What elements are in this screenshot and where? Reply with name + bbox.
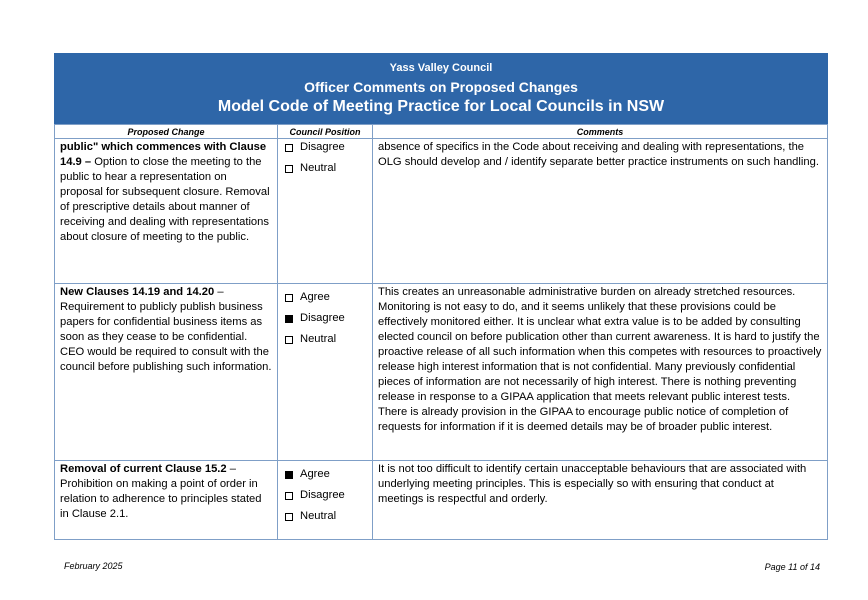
column-header-comments: Comments: [373, 125, 828, 139]
proposed-change-heading: public" which commences with Clause 14.9 –: [60, 141, 267, 168]
option-neutral[interactable]: [285, 332, 367, 347]
council-position-cell: [278, 139, 373, 284]
checkbox-filled-icon[interactable]: [285, 471, 293, 479]
column-header-council-position: Council Position: [278, 125, 373, 139]
option-label: Neutral: [300, 333, 337, 345]
comment-cell: This creates an unreasonable administrative burden on already stretched resources. Monitoring is not easy to do, and it seems unlikely that these provisions could be effectively monitored either. It is unclear what extra value is to be added by consulting elected council on before publication other than current awareness. It is hard to justify the proactive release of all such information when this competes with resources to proactively release high interest information that is not confidential. Many previously confidential pieces of information are not necessarily of high interest. There is nothing preventing release in response to a GIPAA application that meets relevant public interest tests. There is already provision in the GIPAA to encourage public notice of completion of requests for information if it is deemed details may be of broader public interest.: [373, 284, 828, 461]
comments-table: [54, 124, 828, 540]
option-label: Disagree: [300, 312, 345, 324]
option-agree[interactable]: [285, 290, 367, 305]
comment-cell: It is not too difficult to identify certain unacceptable behaviours that are associated with underlying meeting principles. This is especially so with ensuring that conduct at meetings is respectful and orderly.: [373, 461, 828, 540]
column-header-proposed-change: Proposed Change: [55, 125, 278, 139]
proposed-change-cell: [55, 284, 278, 461]
comment-cell: absence of specifics in the Code about receiving and dealing with representations, the OLG should develop and / identify separate better practice instruments on such handling.: [373, 139, 828, 284]
option-label: Agree: [300, 291, 330, 303]
table-row: [55, 139, 828, 284]
footer-page-number: Page 11 of 14: [764, 562, 820, 572]
proposed-change-cell: [55, 461, 278, 540]
option-disagree[interactable]: [285, 140, 367, 155]
checkbox-empty-icon[interactable]: [285, 294, 293, 302]
option-label: Neutral: [300, 162, 337, 174]
option-neutral[interactable]: [285, 509, 367, 524]
header-banner: [54, 53, 828, 124]
option-label: Disagree: [300, 489, 345, 501]
table-row: [55, 461, 828, 540]
checkbox-empty-icon[interactable]: [285, 144, 293, 152]
option-disagree[interactable]: [285, 311, 367, 326]
option-disagree[interactable]: [285, 488, 367, 503]
council-position-cell: [278, 284, 373, 461]
option-neutral[interactable]: [285, 161, 367, 176]
option-label: Agree: [300, 468, 330, 480]
proposed-change-cell: [55, 139, 278, 284]
option-label: Disagree: [300, 141, 345, 153]
table-header-row: [55, 125, 828, 139]
checkbox-empty-icon[interactable]: [285, 492, 293, 500]
footer-date: February 2025: [64, 561, 123, 571]
proposed-change-text: Option to close the meeting to the public to hear a representation on proposal for subsequent closure. Removal of prescriptive details about manner of receiving and dealing with representations about closure of meeting to the public.: [60, 156, 270, 243]
document-subtitle: Officer Comments on Proposed Changes: [304, 79, 578, 95]
document-title: Model Code of Meeting Practice for Local Councils in NSW: [217, 98, 665, 115]
proposed-change-heading: New Clauses 14.19 and 14.20: [60, 286, 215, 298]
organisation-name: Yass Valley Council: [389, 62, 493, 74]
proposed-change-text: – Requirement to publicly publish business papers for confidential business items as soon as they cease to be confidential. CEO would be required to consult with the council before publishing such information.: [60, 286, 272, 373]
option-agree[interactable]: [285, 467, 367, 482]
council-position-cell: [278, 461, 373, 540]
table-row: [55, 284, 828, 461]
proposed-change-heading: Removal of current Clause 15.2: [60, 463, 227, 475]
checkbox-empty-icon[interactable]: [285, 165, 293, 173]
proposed-change-text: – Prohibition on making a point of order in relation to adherence to principles stated in Clause 2.1.: [60, 463, 262, 520]
option-label: Neutral: [300, 510, 337, 522]
checkbox-empty-icon[interactable]: [285, 336, 293, 344]
checkbox-filled-icon[interactable]: [285, 315, 293, 323]
checkbox-empty-icon[interactable]: [285, 513, 293, 521]
